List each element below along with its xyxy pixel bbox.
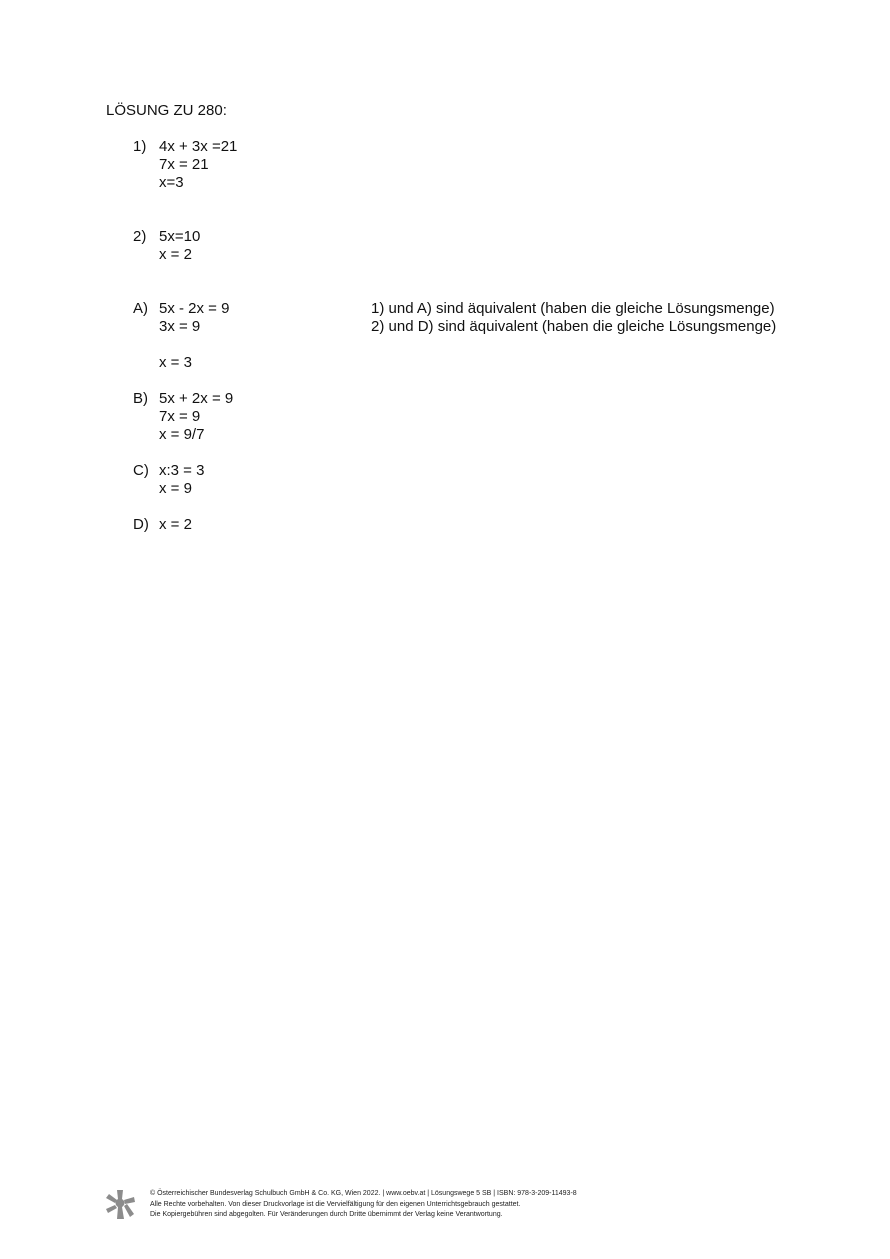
- footer-line: Die Kopiergebühren sind abgegolten. Für Veränderungen durch Dritte übernimmt der Verlag keine Verantwortung.: [150, 1211, 503, 1218]
- note-line: 1) und A) sind äquivalent (haben die gleiche Lösungsmenge): [371, 300, 775, 317]
- footer-line: © Österreichischer Bundesverlag Schulbuch GmbH & Co. KG, Wien 2022. | www.oebv.at | Lösungswege 5 SB | ISBN: 978-3-209-11493-8: [150, 1190, 577, 1197]
- blank-line: [159, 336, 229, 354]
- problem-lines: [159, 138, 237, 192]
- equation-line: x = 2: [159, 516, 192, 533]
- equation-line: 7x = 9: [159, 408, 201, 425]
- page-footer: [104, 1187, 744, 1223]
- problem-lines: [159, 228, 200, 264]
- equation-line: x = 9/7: [159, 426, 205, 443]
- problem-lines: [159, 516, 192, 534]
- solution-title: LÖSUNG ZU 280:: [106, 102, 227, 119]
- equation-line: 5x - 2x = 9: [159, 300, 230, 317]
- problem-lines: [159, 390, 233, 444]
- equation-line: x:3 = 3: [159, 462, 205, 479]
- equation-line: x = 2: [159, 246, 192, 263]
- equation-line: x = 3: [159, 354, 192, 371]
- problem-lines: [159, 300, 229, 372]
- equation-line: 3x = 9: [159, 318, 201, 335]
- equation-line: 5x=10: [159, 228, 201, 245]
- equation-line: x = 9: [159, 480, 192, 497]
- equivalence-notes: [371, 300, 776, 336]
- publisher-logo-icon: [104, 1188, 136, 1220]
- problem-label: C): [133, 462, 149, 479]
- note-line: 2) und D) sind äquivalent (haben die gleiche Lösungsmenge): [371, 318, 777, 335]
- footer-line: Alle Rechte vorbehalten. Von dieser Druckvorlage ist die Vervielfältigung für den eigenen Unterrichtsgebrauch gestattet.: [150, 1200, 521, 1208]
- problem-label: A): [133, 300, 148, 317]
- problem-label: D): [133, 516, 149, 533]
- problem-label: 2): [133, 228, 147, 245]
- problem-label: B): [133, 390, 148, 407]
- equation-line: x=3: [159, 174, 184, 191]
- copyright-text: [150, 1189, 577, 1221]
- equation-line: 7x = 21: [159, 156, 209, 173]
- problem-label: 1): [133, 138, 147, 155]
- problem-lines: [159, 462, 204, 498]
- equation-line: 5x + 2x = 9: [159, 390, 234, 407]
- equation-line: 4x + 3x =21: [159, 138, 238, 155]
